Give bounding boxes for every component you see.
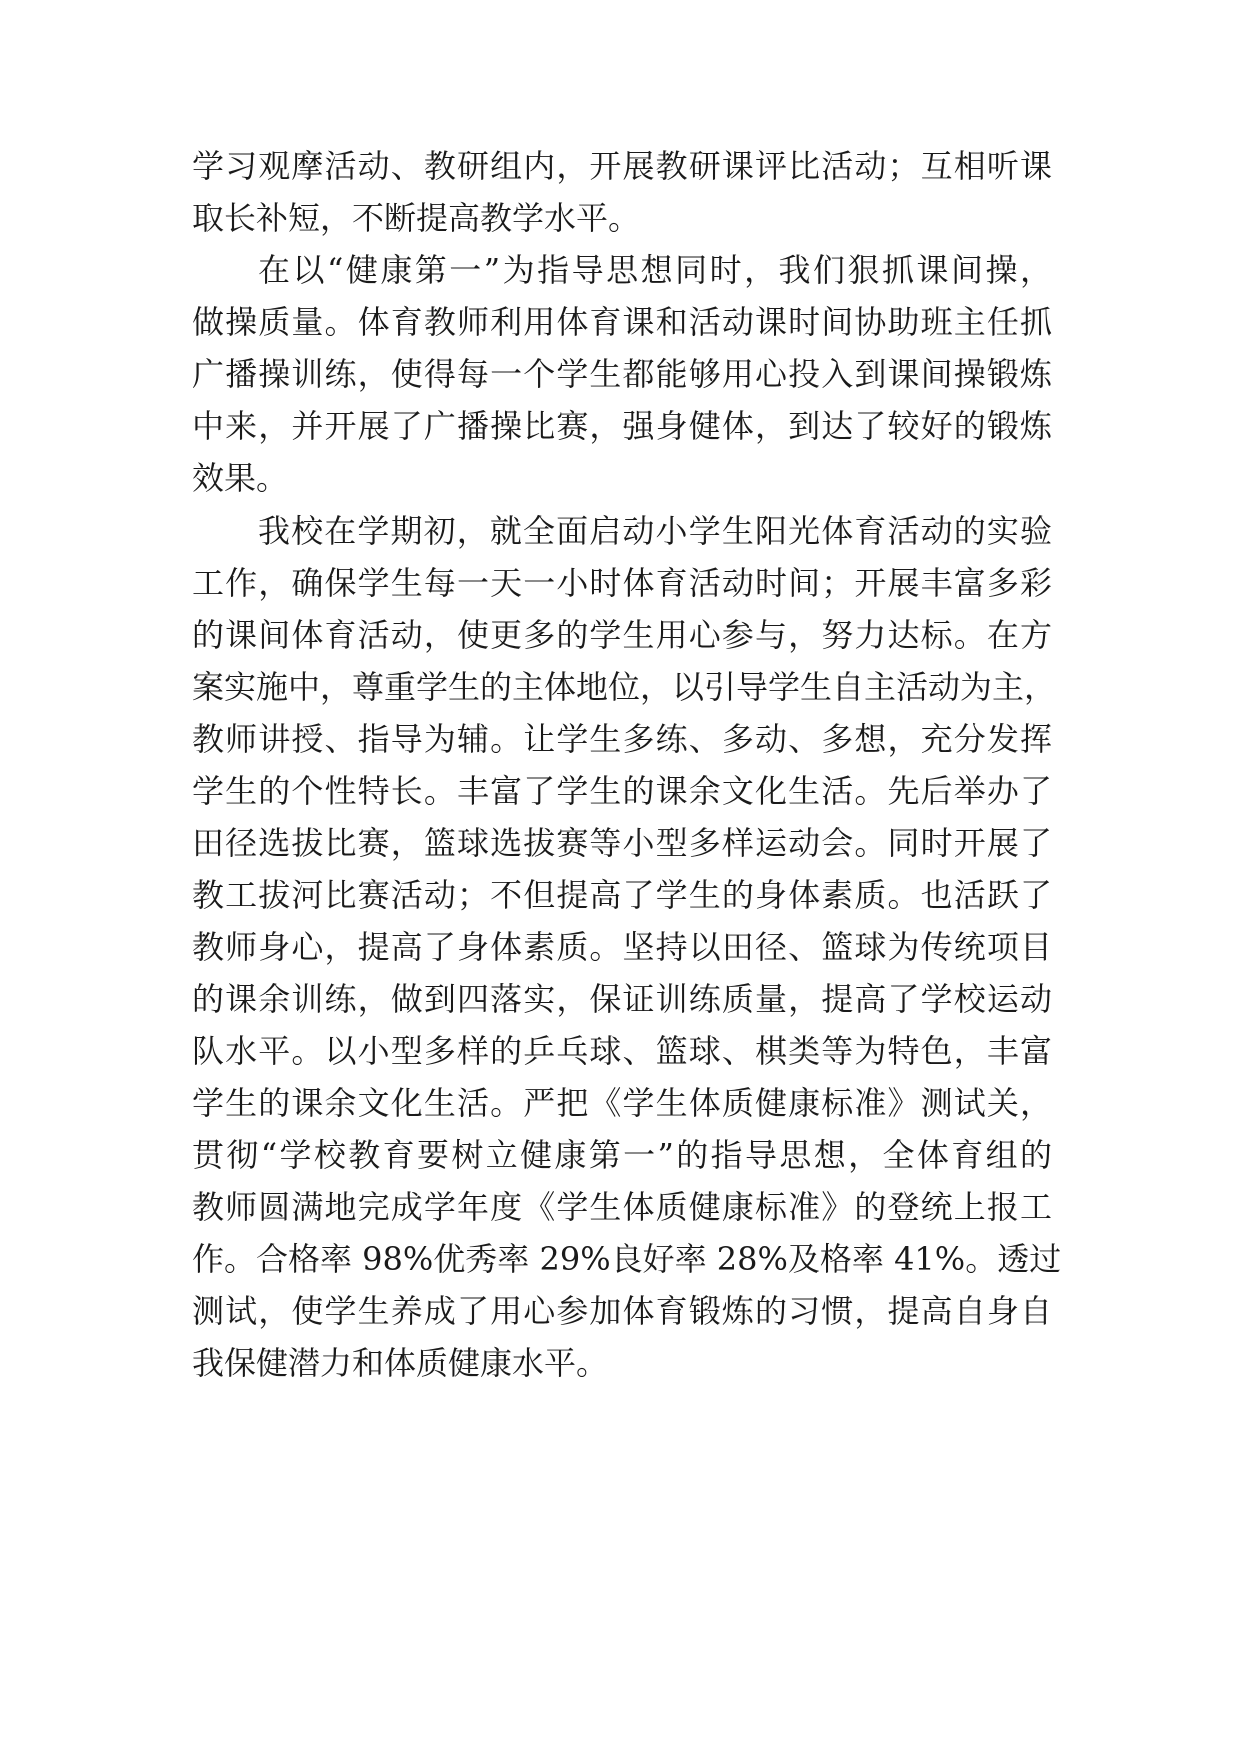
paragraph-3-line-15: 作。合格率 98%优秀率 29%良好率 28%及格率 41%。透过 xyxy=(192,1240,1062,1278)
paragraph-3-line-11: 队水平。以小型多样的乒乓球、篮球、棋类等为特色，丰富 xyxy=(192,1032,1052,1070)
paragraph-2-line-4: 中来，并开展了广播操比赛，强身健体，到达了较好的锻炼 xyxy=(192,407,1052,445)
paragraph-3-line-12: 学生的课余文化生活。严把《学生体质健康标准》测试关， xyxy=(192,1084,1052,1122)
paragraph-3-line-9: 教师身心，提高了身体素质。坚持以田径、篮球为传统项目 xyxy=(192,928,1052,966)
paragraph-2-line-2: 做操质量。体育教师利用体育课和活动课时间协助班主任抓 xyxy=(192,303,1052,341)
paragraph-3-line-16: 测试，使学生养成了用心参加体育锻炼的习惯，提高自身自 xyxy=(192,1292,1052,1330)
paragraph-2-line-3: 广播操训练，使得每一个学生都能够用心投入到课间操锻炼 xyxy=(192,355,1052,393)
paragraph-1-line-2: 取长补短，不断提高教学水平。 xyxy=(192,199,641,237)
paragraph-3-line-13: 贯彻“学校教育要树立健康第一”的指导思想，全体育组的 xyxy=(192,1136,1052,1174)
paragraph-2-line-1: 在以“健康第一”为指导思想同时，我们狠抓课间操， xyxy=(258,251,1052,289)
paragraph-3-line-1: 我校在学期初，就全面启动小学生阳光体育活动的实验 xyxy=(258,512,1052,550)
paragraph-3-line-6: 学生的个性特长。丰富了学生的课余文化生活。先后举办了 xyxy=(192,772,1052,810)
paragraph-3-line-10: 的课余训练，做到四落实，保证训练质量，提高了学校运动 xyxy=(192,980,1052,1018)
paragraph-3-line-14: 教师圆满地完成学年度《学生体质健康标准》的登统上报工 xyxy=(192,1188,1052,1226)
paragraph-2-line-5: 效果。 xyxy=(192,459,289,497)
paragraph-3-line-7: 田径选拔比赛，篮球选拔赛等小型多样运动会。同时开展了 xyxy=(192,824,1052,862)
paragraph-3-line-17: 我保健潜力和体质健康水平。 xyxy=(192,1344,609,1382)
paragraph-3-line-4: 案实施中，尊重学生的主体地位，以引导学生自主活动为主， xyxy=(192,668,1057,706)
paragraph-3-line-8: 教工拔河比赛活动；不但提高了学生的身体素质。也活跃了 xyxy=(192,876,1052,914)
paragraph-3-line-2: 工作，确保学生每一天一小时体育活动时间；开展丰富多彩 xyxy=(192,564,1052,602)
paragraph-3-line-3: 的课间体育活动，使更多的学生用心参与，努力达标。在方 xyxy=(192,616,1052,654)
paragraph-1-line-1: 学习观摩活动、教研组内，开展教研课评比活动；互相听课 xyxy=(192,147,1052,185)
paragraph-3-line-5: 教师讲授、指导为辅。让学生多练、多动、多想，充分发挥 xyxy=(192,720,1052,758)
